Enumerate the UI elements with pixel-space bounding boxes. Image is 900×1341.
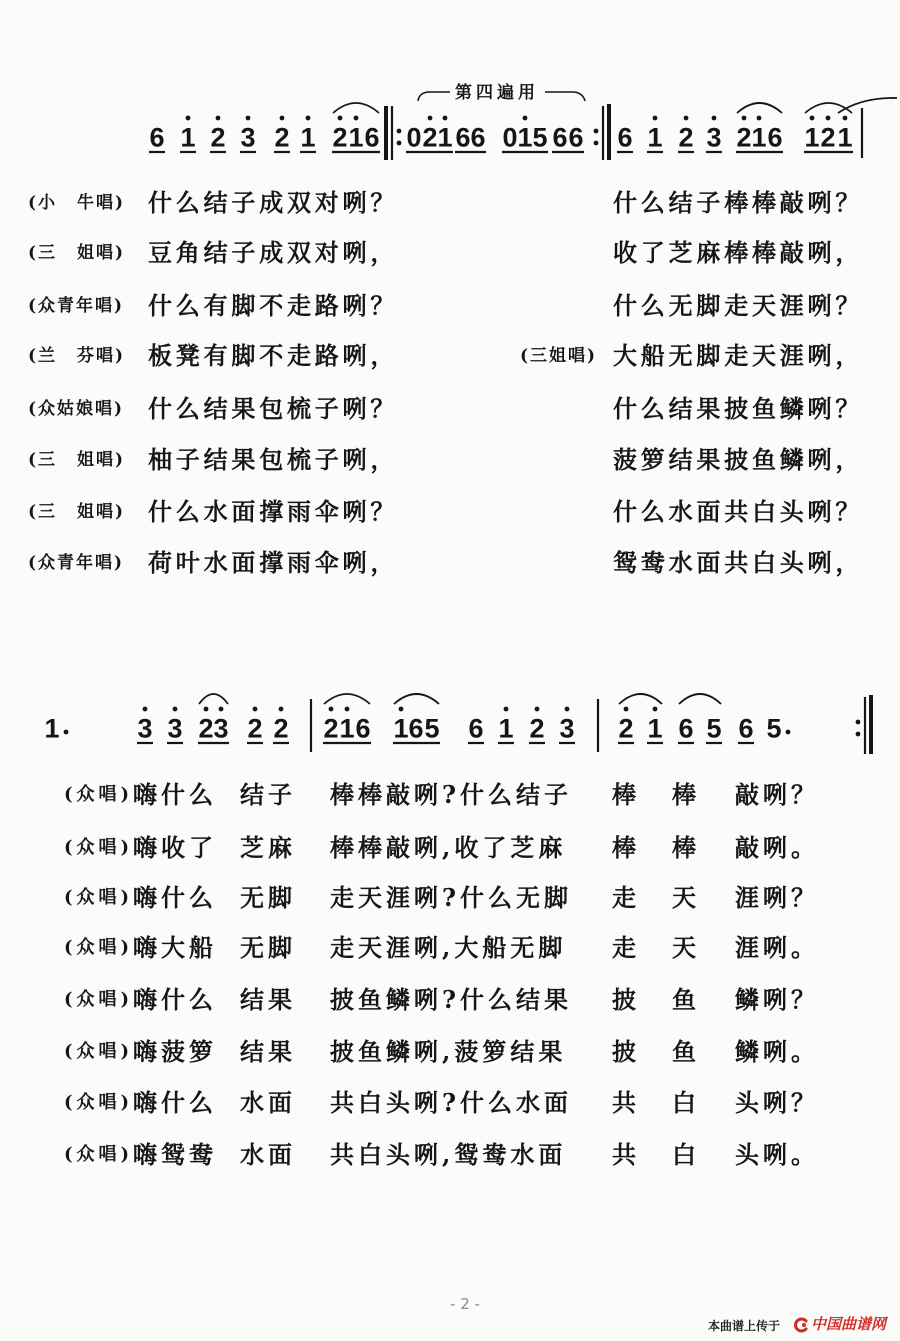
lyric-segment: 白 [672, 1140, 700, 1169]
octave-dot [306, 116, 311, 121]
note-digit: 2 [529, 713, 545, 744]
octave-dot [684, 116, 689, 121]
lyric-segment: 嗨大船 [133, 933, 217, 962]
lyric-segment: 共 [612, 1088, 640, 1117]
lyric-segment: 结果 [240, 1037, 296, 1066]
lyric-segment: 走 [612, 933, 640, 962]
note-digit: 2 [422, 122, 438, 153]
note-digit: 3 [706, 122, 722, 153]
singer-label: (众姑娘唱) [28, 399, 125, 419]
lyric-segment: 共 [612, 1140, 640, 1169]
octave-dot [338, 116, 343, 121]
lyric-segment: 鱼 [672, 985, 700, 1014]
lyric-segment: 嗨什么 [133, 1088, 217, 1117]
lyric-segment: 鳞咧。 [735, 1037, 819, 1066]
octave-dot [565, 707, 570, 712]
note-digit: 1 [44, 713, 60, 744]
lyric-segment: 无脚 [240, 883, 296, 912]
lyric-left: 豆角结子成双对咧， [148, 238, 399, 267]
octave-dot [204, 707, 209, 712]
singer-label: (众青年唱) [28, 553, 125, 573]
note-digit: 2 [198, 713, 214, 744]
singer-label: (三 姐唱) [28, 502, 126, 522]
lyric-segment: 嗨什么 [133, 883, 217, 912]
note-digit: 2 [332, 122, 348, 153]
octave-dot [624, 707, 629, 712]
repeat-dot [856, 732, 861, 737]
chorus-row-4 [0, 934, 900, 962]
lyric-segment: 敲咧。 [735, 833, 819, 862]
note-digit: 2 [323, 713, 339, 744]
note-digit: 6 [455, 122, 471, 153]
slur [394, 694, 439, 704]
lyric-right: 大船无脚走天涯咧， [613, 341, 864, 370]
octave-dot [216, 116, 221, 121]
lyric-segment: 涯咧。 [735, 933, 819, 962]
octave-dot [742, 116, 747, 121]
repeat-dot [856, 720, 861, 725]
singer-label: (众唱) [64, 887, 134, 908]
octave-dot [712, 116, 717, 121]
octave-dot [843, 116, 848, 121]
lyric-segment: 鳞咧？ [735, 985, 819, 1014]
note-digit: 3 [213, 713, 229, 744]
octave-dot [354, 116, 359, 121]
slur [333, 103, 379, 113]
slur [199, 694, 228, 704]
lyric-right: 鸳鸯水面共白头咧， [613, 548, 864, 577]
singer-label: (众唱) [64, 1041, 134, 1062]
slur [324, 694, 370, 704]
note-digit: 1 [804, 122, 820, 153]
lyric-segment: 白 [672, 1088, 700, 1117]
octave-dot [826, 116, 831, 121]
note-digit: 1 [647, 122, 663, 153]
repeat-dot [397, 141, 402, 146]
note-digit: 2 [210, 122, 226, 153]
repeat-dot [594, 141, 599, 146]
note-digit: 1 [437, 122, 453, 153]
fourth-pass-note: 第四遍用 [455, 83, 539, 103]
verse-row-8 [0, 549, 900, 577]
lyric-segment: 棒棒敲咧?什么结子 [330, 780, 573, 809]
singer-label: (兰 芬唱) [28, 346, 126, 366]
note-digit: 5 [424, 713, 440, 744]
slur [679, 694, 721, 704]
verse-row-7 [0, 498, 900, 526]
note-digit: 5 [766, 713, 782, 744]
note-digit: 6 [468, 713, 484, 744]
verse-row-2 [0, 239, 900, 267]
lyric-segment: 走天涯咧,大船无脚 [330, 933, 567, 962]
lyric-right: 收了芝麻棒棒敲咧， [613, 238, 864, 267]
chorus-row-1 [0, 781, 900, 809]
lyric-segment: 无脚 [240, 933, 296, 962]
singer-label: (众唱) [64, 1144, 134, 1165]
chorus-row-6 [0, 1038, 900, 1066]
chorus-row-3 [0, 884, 900, 912]
note-digit: 2 [273, 713, 289, 744]
note-digit: 6 [408, 713, 424, 744]
singer-label: (众唱) [64, 937, 134, 958]
lyric-right: 菠箩结果披鱼鳞咧， [613, 445, 864, 474]
singer-label: (三 姐唱) [28, 243, 126, 263]
singer-label: (众唱) [64, 1092, 134, 1113]
lyric-segment: 水面 [240, 1140, 296, 1169]
repeat-dot [594, 129, 599, 134]
note-digit: 3 [137, 713, 153, 744]
verse-row-6 [0, 446, 900, 474]
octave-dot [186, 116, 191, 121]
notation-line-1 [149, 98, 897, 160]
note-digit: 6 [767, 122, 783, 153]
lyric-segment: 嗨什么 [133, 780, 217, 809]
chorus-row-7 [0, 1089, 900, 1117]
verse-row-3 [0, 292, 900, 320]
singer-label: (众唱) [64, 784, 134, 805]
lyric-segment: 棒棒敲咧,收了芝麻 [330, 833, 567, 862]
lyric-segment: 棒 [672, 833, 700, 862]
lyric-left: 荷叶水面撑雨伞咧， [148, 548, 399, 577]
logo-dot [802, 1323, 806, 1327]
octave-dot [653, 707, 658, 712]
octave-dot [219, 707, 224, 712]
site-logo-icon [793, 1317, 809, 1333]
octave-dot [143, 707, 148, 712]
note-digit: 1 [180, 122, 196, 153]
singer-label: (三 姐唱) [28, 450, 126, 470]
octave-dot [757, 116, 762, 121]
verse-row-4 [0, 342, 900, 370]
note-digit: 6 [738, 713, 754, 744]
note-digit: 6 [149, 122, 165, 153]
note-digit: 3 [240, 122, 256, 153]
note-digit: 0 [502, 122, 518, 153]
augmentation-dot [64, 730, 69, 735]
lyric-left: 板凳有脚不走路咧， [148, 341, 399, 370]
note-digit: 1 [339, 713, 355, 744]
lyric-segment: 嗨鸳鸯 [133, 1140, 217, 1169]
note-digit: 2 [274, 122, 290, 153]
lyric-segment: 天 [672, 933, 700, 962]
note-digit: 2 [678, 122, 694, 153]
lyric-segment: 共白头咧?什么水面 [330, 1088, 573, 1117]
lyric-segment: 嗨收了 [133, 833, 217, 862]
lyric-segment: 头咧。 [735, 1140, 819, 1169]
octave-dot [279, 707, 284, 712]
note-digit: 2 [247, 713, 263, 744]
note-digit: 1 [647, 713, 663, 744]
lyric-right: 什么结果披鱼鳞咧？ [613, 394, 864, 423]
octave-dot [504, 707, 509, 712]
lyric-segment: 走天涯咧?什么无脚 [330, 883, 573, 912]
note-digit: 1 [517, 122, 533, 153]
slur [737, 103, 782, 113]
note-digit: 1 [348, 122, 364, 153]
lyric-segment: 披鱼鳞咧,菠箩结果 [330, 1037, 567, 1066]
note-digit: 6 [552, 122, 568, 153]
lyric-segment: 嗨菠箩 [133, 1037, 217, 1066]
octave-dot [428, 116, 433, 121]
barline-thick [384, 106, 388, 160]
singer-label: (众青年唱) [28, 296, 125, 316]
note-digit: 6 [355, 713, 371, 744]
lyric-left: 柚子结果包梳子咧， [148, 445, 399, 474]
note-digit: 2 [736, 122, 752, 153]
lyric-segment: 芝麻 [240, 833, 296, 862]
note-digit: 1 [837, 122, 853, 153]
octave-dot [535, 707, 540, 712]
note-digit: 6 [568, 122, 584, 153]
note-digit: 2 [820, 122, 836, 153]
lyric-segment: 共白头咧,鸳鸯水面 [330, 1140, 567, 1169]
singer-label: (众唱) [64, 989, 134, 1010]
chorus-row-8 [0, 1141, 900, 1169]
lyric-right: 什么结子棒棒敲咧？ [613, 188, 864, 217]
chorus-row-5 [0, 986, 900, 1014]
note-digit: 1 [498, 713, 514, 744]
lyric-segment: 棒 [612, 833, 640, 862]
octave-dot [810, 116, 815, 121]
lyric-segment: 披鱼鳞咧?什么结果 [330, 985, 573, 1014]
octave-dot [246, 116, 251, 121]
lyric-segment: 棒 [612, 780, 640, 809]
singer-label: (众唱) [64, 837, 134, 858]
lyric-segment: 披 [612, 1037, 640, 1066]
octave-dot [329, 707, 334, 712]
lyric-right: 什么无脚走天涯咧？ [613, 291, 864, 320]
lyric-left: 什么水面撑雨伞咧？ [148, 497, 399, 526]
volta-bracket-left [418, 92, 450, 101]
lyric-segment: 棒 [672, 780, 700, 809]
octave-dot [280, 116, 285, 121]
note-digit: 1 [393, 713, 409, 744]
octave-dot [173, 707, 178, 712]
lyric-left: 什么结子成双对咧？ [148, 188, 399, 217]
lyric-segment: 鱼 [672, 1037, 700, 1066]
volta-bracket-right [545, 92, 585, 101]
lyric-segment: 嗨什么 [133, 985, 217, 1014]
note-digit: 6 [364, 122, 380, 153]
lyric-segment: 结果 [240, 985, 296, 1014]
note-digit: 6 [470, 122, 486, 153]
lyric-segment: 天 [672, 883, 700, 912]
note-digit: 5 [532, 122, 548, 153]
singer-label: (小 牛唱) [28, 193, 126, 213]
note-digit: 3 [559, 713, 575, 744]
note-digit: 5 [706, 713, 722, 744]
note-digit: 1 [751, 122, 767, 153]
note-digit: 6 [617, 122, 633, 153]
chorus-row-2 [0, 834, 900, 862]
lyric-segment: 披 [612, 985, 640, 1014]
singer-label-right: (三姐唱) [520, 346, 598, 366]
note-digit: 1 [300, 122, 316, 153]
barline-thick [869, 695, 873, 754]
lyric-segment: 水面 [240, 1088, 296, 1117]
octave-dot [345, 707, 350, 712]
augmentation-dot [786, 730, 791, 735]
notation-line-2 [44, 694, 873, 754]
octave-dot [523, 116, 528, 121]
note-digit: 6 [678, 713, 694, 744]
lyric-segment: 涯咧？ [735, 883, 819, 912]
lyric-left: 什么结果包梳子咧？ [148, 394, 399, 423]
lyric-right: 什么水面共白头咧？ [613, 497, 864, 526]
octave-dot [399, 707, 404, 712]
slur [619, 694, 662, 704]
note-digit: 0 [406, 122, 422, 153]
upload-note: 本曲谱上传于 [708, 1319, 781, 1333]
verse-row-1 [0, 189, 900, 217]
barline-thick [607, 104, 611, 160]
site-name: 中国曲谱网 [811, 1315, 887, 1333]
lyric-segment: 敲咧？ [735, 780, 819, 809]
lyric-segment: 走 [612, 883, 640, 912]
verse-row-5 [0, 395, 900, 423]
lyric-segment: 头咧？ [735, 1088, 819, 1117]
page-number: - 2 - [450, 1295, 480, 1313]
octave-dot [253, 707, 258, 712]
note-digit: 2 [618, 713, 634, 744]
lyric-left: 什么有脚不走路咧？ [148, 291, 399, 320]
tie-continuation [838, 98, 897, 113]
lyric-segment: 结子 [240, 780, 296, 809]
note-digit: 3 [167, 713, 183, 744]
octave-dot [443, 116, 448, 121]
octave-dot [653, 116, 658, 121]
repeat-dot [397, 129, 402, 134]
